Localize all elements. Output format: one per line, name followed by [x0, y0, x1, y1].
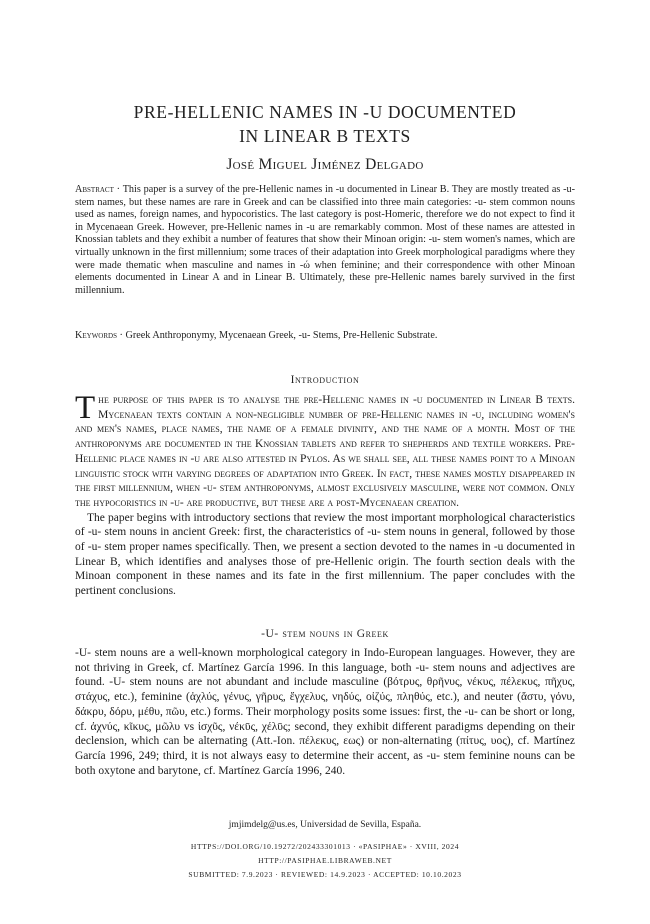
journal-website: HTTP://PASIPHAE.LIBRAWEB.NET: [258, 856, 392, 865]
keywords-label: Keywords: [75, 330, 117, 341]
submission-dates: SUBMITTED: 7.9.2023 · REVIEWED: 14.9.2023 · ACCEPTED: 10.10.2023: [188, 870, 462, 879]
keywords-block: [75, 330, 575, 343]
title-line-2: IN LINEAR B TEXTS: [239, 126, 411, 146]
u-stem-body: [75, 646, 575, 778]
abstract-label: Abstract: [75, 184, 114, 195]
keywords-separator: ·: [116, 330, 126, 341]
introduction-body: [75, 390, 575, 599]
abstract-text: This paper is a survey of the pre-Hellenic names in -u documented in Linear B. They are mostly treated as -u- stem names, but these names are rare in Greek and can be classified into three main categories: -u- stem common nouns used as names, foreign names, and hypocoristics. The last category is post-Homeric, therefore we do not expect to find it in Mycenaean Greek. However, pre-Hellenic names in -u are remarkably common. Most of these names are attested in Knossian tablets and they exhibit a number of features that show their Minoan origin: -u- stem women's names, which are virtually unknown in the first millennium; some traces of their adaptation into Greek morphological paradigms where they were made thematic when masculine and names in -ώ when feminine; and their correspondence with other Minoan elements documented in Linear A and in Linear B. Ultimately, these pre-Hellenic names barely survived in the first millennium.: [75, 184, 575, 296]
drop-cap: T: [75, 390, 96, 426]
u-stem-paragraph-1: -U- stem nouns are a well-known morphological category in Indo-European languages. However, they are not thriving in Greek, cf. Martínez García 1996. In this language, both -u- stem nouns and adjectives are found. -U- stem nouns are not abundant and include masculine (βότρυς, θρῆνυς, νέκυς, πέλεκυς, πῆχυς, στάχυς, etc.), feminine (ἀχλύς, γένυς, γῆρυς, ἔγχελυς, νηδύς, οἰζύς, πληθύς, etc.), and neuter (ἄστυ, γόνυ, δάκρυ, δόρυ, μέθυ, πῶυ, etc.) forms. Their morphology posits some issues: first, the -u- can be short or long, cf. ἀχνύς, κῖκυς, μῶλυ vs ἰσχῦς, νέκῡς, χέλῡς; second, they exhibit different paradigms depending on their declension, which can be alternating (Att.-Ion. πέλεκυς, εως) or non-alternating (πίτυς, υος), cf. Martínez García 1996, 249; third, it is not always easy to determine their accent, as -u- stem feminine nouns can be both oxytone and barytone, cf. Martínez García 1996, 240.: [75, 647, 575, 777]
title-line-1: PRE-HELLENIC NAMES IN -U DOCUMENTED: [133, 102, 517, 122]
author-name: José Miguel Jiménez Delgado: [226, 156, 424, 173]
author-email-affiliation: jmjimdelg@us.es, Universidad de Sevilla, España.: [228, 820, 422, 830]
section-heading-introduction: Introduction: [290, 374, 360, 386]
abstract-separator: ·: [113, 184, 123, 195]
paper-title: [0, 100, 650, 148]
doi-line: HTTPS://DOI.ORG/10.19272/202433301013 · «PASIPHAE» · XVIII, 2024: [190, 842, 460, 851]
keywords-text: Greek Anthroponymy, Mycenaean Greek, -u- Stems, Pre-Hellenic Substrate.: [125, 330, 438, 341]
introduction-paragraph-2: The paper begins with introductory sections that review the most important morphological characteristics of -u- stem nouns in ancient Greek: first, the characteristics of -u- stem nouns in general, followed by those of -u- stem proper names specifically. Then, we present a section devoted to the names in -u documented in Linear B, which identifies and analyses those of pre-Hellenic origin. The fourth section deals with the Minoan component in these names and its fate in the first millennium. The paper concludes with the pertinent conclusions.: [75, 511, 575, 598]
abstract-block: [75, 184, 575, 297]
section-heading-u-stem-nouns: -U- stem nouns in Greek: [261, 628, 389, 640]
introduction-paragraph-1-text: he purpose of this paper is to analyse the pre-Hellenic names in -u documented in Linear B texts. Mycenaean texts contain a non-negligible number of pre-Hellenic names in -u, including women's and men's names, place names, the name of a female divinity, and the name of a month. Most of the anthroponyms are documented in the Knossian tablets and refer to shepherds and textile workers. Pre-Hellenic place names in -u are also attested in Pylos. As we shall see, all these names point to a Minoan linguistic stock with varying degrees of adaptation into Greek. In fact, these names mostly disappeared in the first millennium, when -u- stem anthroponyms, almost exclusively masculine, were not common. Only the hypocoristics in -u- are productive, but these are a post-Mycenaean creation.: [75, 394, 575, 509]
introduction-paragraph-1: [75, 390, 575, 511]
